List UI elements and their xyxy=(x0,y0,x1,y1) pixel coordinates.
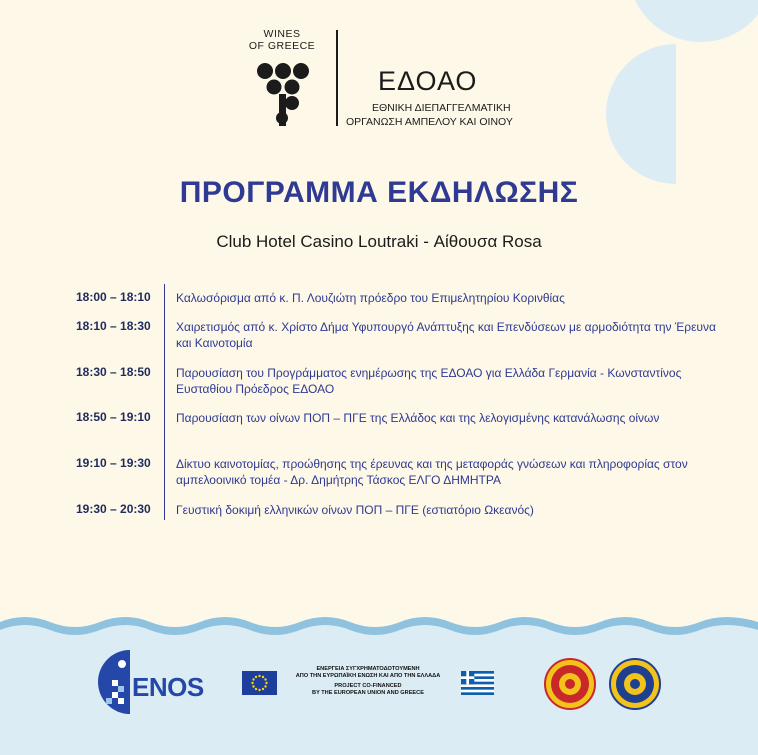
header-divider xyxy=(336,30,338,126)
schedule-time: 19:10 – 19:30 xyxy=(76,456,151,470)
schedule-description: Παρουσίαση των οίνων ΠΟΠ – ΠΓΕ της Ελλάδος και της λελογισμένης κατανάλωσης οίνων xyxy=(176,411,660,425)
schedule-time: 18:00 – 18:10 xyxy=(76,290,151,304)
cofinance-line3: PROJECT CO-FINANCED xyxy=(334,683,402,689)
enos-logo-icon xyxy=(98,650,132,714)
schedule-description: Παρουσίαση του Προγράμματος ενημέρωσης της ΕΔΟΑΟ για Ελλάδα Γερμανία - Κωνσταντίνος Ευσταθίου Πρόεδρος ΕΔΟΑΟ xyxy=(176,366,682,396)
schedule-time: 18:30 – 18:50 xyxy=(76,365,151,379)
venue: Club Hotel Casino Loutraki - Αίθουσα Rosa xyxy=(216,232,542,251)
edoao-logo-title: ΕΔΟΑΟ xyxy=(378,66,478,96)
pgi-seal-icon xyxy=(609,658,661,710)
decorative-circle xyxy=(628,0,758,42)
cofinance-line1: ΕΝΕΡΓΕΙΑ ΣΥΓΧΡΗΜΑΤΟΔΟΤΟΥΜΕΝΗ xyxy=(316,666,420,672)
schedule-divider xyxy=(164,284,165,520)
pdo-seal-icon xyxy=(544,658,596,710)
wines-of-greece-logo xyxy=(240,28,324,52)
edoao-subtitle-1: ΕΘΝΙΚΗ ΔΙΕΠΑΓΓΕΛΜΑΤΙΚΗ xyxy=(372,102,511,114)
wog-line1: WINES xyxy=(263,28,301,40)
wog-line2: OF GREECE xyxy=(248,40,316,52)
eu-flag-icon xyxy=(242,671,277,695)
cofinance-line4: BY THE EUROPEAN UNION AND GREECE xyxy=(312,690,424,696)
greece-flag-icon xyxy=(461,671,494,695)
schedule-description: Δίκτυο καινοτομίας, προώθησης της έρευνας και της μεταφοράς γνώσεων και πληροφορίας στον αμπελοοινικό τομέα - Δρ. Δημήτρης Τάσκος ΕΛΓΟ ΔΗΜΗΤΡΑ xyxy=(176,457,688,487)
schedule-time: 18:50 – 19:10 xyxy=(76,410,151,424)
page-title: ΠΡΟΓΡΑΜΜΑ ΕΚΔΗΛΩΣΗΣ xyxy=(179,176,579,209)
schedule-description: Χαιρετισμός από κ. Χρίστο Δήμα Υφυπουργό Ανάπτυξης και Επενδύσεων με αρμοδιότητα την Έρευνα και Καινοτομία xyxy=(176,320,716,350)
cofinance-text xyxy=(282,666,454,697)
cofinance-line2: ΑΠΟ ΤΗΝ ΕΥΡΩΠΑΪΚΗ ΕΝΩΣΗ ΚΑΙ ΑΠΟ ΤΗΝ ΕΛΛΑΔΑ xyxy=(295,673,441,679)
enos-logo-text: ENOS xyxy=(132,672,204,702)
schedule-description: Καλωσόρισμα από κ. Π. Λουζιώτη πρόεδρο του Επιμελητηρίου Κορινθίας xyxy=(176,291,565,305)
grapes-icon xyxy=(257,62,311,128)
decorative-half-circle xyxy=(606,44,746,184)
schedule-description: Γευστική δοκιμή ελληνικών οίνων ΠΟΠ – ΠΓΕ (εστιατόριο Ωκεανός) xyxy=(176,503,534,517)
edoao-subtitle-2: ΟΡΓΑΝΩΣΗ ΑΜΠΕΛΟΥ ΚΑΙ ΟΙΝΟΥ xyxy=(346,116,513,128)
schedule-time: 18:10 – 18:30 xyxy=(76,319,151,333)
schedule-time: 19:30 – 20:30 xyxy=(76,502,151,516)
